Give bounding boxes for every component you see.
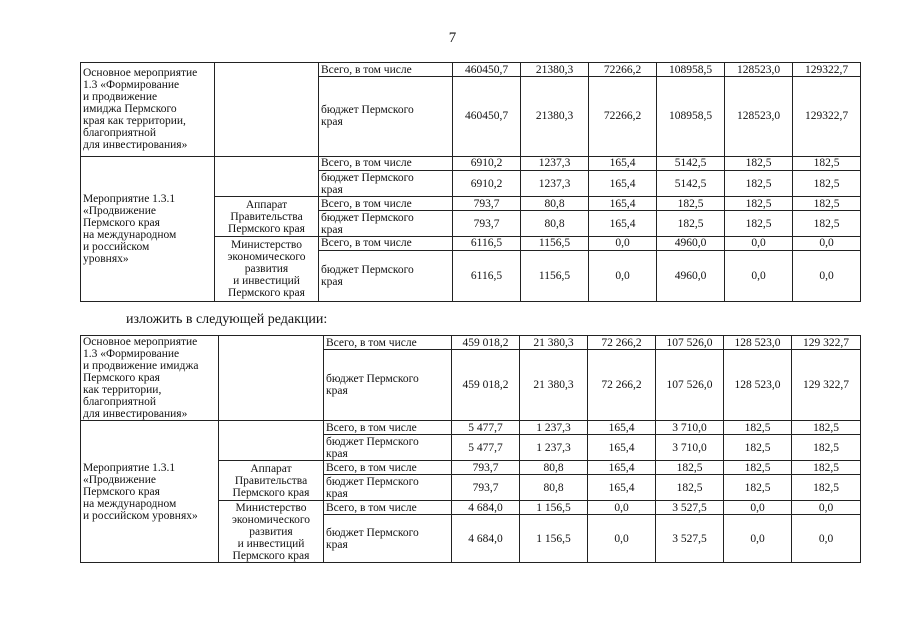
value-cell: 182,5 <box>724 461 792 475</box>
amendment-phrase: изложить в следующей редакции: <box>126 312 328 327</box>
value-cell: 1156,5 <box>521 236 589 250</box>
value-cell: 129 322,7 <box>792 336 861 350</box>
value-cell: 72 266,2 <box>588 350 656 421</box>
value-cell: 80,8 <box>520 475 588 501</box>
value-cell: 129322,7 <box>793 63 861 77</box>
value-cell: 165,4 <box>589 170 657 196</box>
value-cell: 182,5 <box>793 156 861 170</box>
value-cell: 5 477,7 <box>452 421 520 435</box>
executor-cell <box>219 336 324 421</box>
measure-name-cell: Основное мероприятие 1.3 «Формирование и продвижение имиджа Пермского края как территории, благоприятной для инвестирования» <box>81 63 215 157</box>
value-cell: 460450,7 <box>453 63 521 77</box>
value-cell: 108958,5 <box>657 77 725 156</box>
funding-source-cell: бюджет Пермского края <box>324 350 452 421</box>
value-cell: 21 380,3 <box>520 336 588 350</box>
value-cell: 459 018,2 <box>452 336 520 350</box>
value-cell: 5142,5 <box>657 156 725 170</box>
funding-source-cell: Всего, в том числе <box>319 236 453 250</box>
funding-source-cell: бюджет Пермского края <box>324 475 452 501</box>
value-cell: 182,5 <box>657 211 725 236</box>
executor-cell <box>215 156 319 197</box>
value-cell: 182,5 <box>792 461 861 475</box>
value-cell: 129 322,7 <box>792 350 861 421</box>
value-cell: 182,5 <box>724 475 792 501</box>
value-cell: 182,5 <box>793 197 861 211</box>
measure-name-cell: Мероприятие 1.3.1 «Продвижение Пермского края на международном и российском уровнях» <box>81 421 219 563</box>
measure-name-cell: Основное мероприятие 1.3 «Формирование и продвижение имиджа Пермского края как территории, благоприятной для инвестирования» <box>81 336 219 421</box>
table-row <box>81 421 861 435</box>
value-cell: 1 156,5 <box>520 515 588 563</box>
budget-table-old <box>80 62 861 302</box>
value-cell: 80,8 <box>520 461 588 475</box>
value-cell: 165,4 <box>588 435 656 461</box>
funding-source-cell: бюджет Пермского края <box>319 251 453 302</box>
value-cell: 0,0 <box>725 236 793 250</box>
value-cell: 80,8 <box>521 211 589 236</box>
value-cell: 1 237,3 <box>520 435 588 461</box>
funding-source-cell: Всего, в том числе <box>324 421 452 435</box>
measure-name-cell: Мероприятие 1.3.1 «Продвижение Пермского края на международном и российском уровнях» <box>81 156 215 301</box>
executor-cell: Министерство экономического развития и инвестиций Пермского края <box>219 501 324 563</box>
value-cell: 182,5 <box>724 421 792 435</box>
value-cell: 21380,3 <box>521 77 589 156</box>
value-cell: 6116,5 <box>453 236 521 250</box>
value-cell: 1 237,3 <box>520 421 588 435</box>
value-cell: 5142,5 <box>657 170 725 196</box>
value-cell: 165,4 <box>588 475 656 501</box>
value-cell: 182,5 <box>724 435 792 461</box>
value-cell: 0,0 <box>792 501 861 515</box>
value-cell: 165,4 <box>589 197 657 211</box>
value-cell: 80,8 <box>521 197 589 211</box>
funding-source-cell: Всего, в том числе <box>319 197 453 211</box>
table-row <box>81 156 861 170</box>
value-cell: 182,5 <box>656 475 724 501</box>
value-cell: 182,5 <box>792 421 861 435</box>
value-cell: 460450,7 <box>453 77 521 156</box>
funding-source-cell: Всего, в том числе <box>324 501 452 515</box>
value-cell: 3 710,0 <box>656 421 724 435</box>
page-number: 7 <box>448 30 457 46</box>
value-cell: 107 526,0 <box>656 350 724 421</box>
value-cell: 182,5 <box>725 170 793 196</box>
value-cell: 793,7 <box>453 211 521 236</box>
value-cell: 0,0 <box>588 515 656 563</box>
funding-source-cell: Всего, в том числе <box>319 156 453 170</box>
funding-source-cell: бюджет Пермского края <box>319 211 453 236</box>
executor-cell <box>215 63 319 157</box>
executor-cell: Министерство экономического развития и инвестиций Пермского края <box>215 236 319 301</box>
value-cell: 4 684,0 <box>452 501 520 515</box>
value-cell: 459 018,2 <box>452 350 520 421</box>
value-cell: 182,5 <box>657 197 725 211</box>
value-cell: 1156,5 <box>521 251 589 302</box>
value-cell: 182,5 <box>793 170 861 196</box>
value-cell: 0,0 <box>724 501 792 515</box>
value-cell: 1 156,5 <box>520 501 588 515</box>
funding-source-cell: бюджет Пермского края <box>324 435 452 461</box>
funding-source-cell: бюджет Пермского края <box>319 170 453 196</box>
value-cell: 182,5 <box>792 475 861 501</box>
value-cell: 0,0 <box>793 251 861 302</box>
value-cell: 6910,2 <box>453 156 521 170</box>
value-cell: 129322,7 <box>793 77 861 156</box>
value-cell: 3 710,0 <box>656 435 724 461</box>
value-cell: 6910,2 <box>453 170 521 196</box>
value-cell: 165,4 <box>588 461 656 475</box>
value-cell: 182,5 <box>725 211 793 236</box>
value-cell: 3 527,5 <box>656 515 724 563</box>
funding-source-cell: Всего, в том числе <box>324 336 452 350</box>
value-cell: 1237,3 <box>521 170 589 196</box>
value-cell: 107 526,0 <box>656 336 724 350</box>
value-cell: 108958,5 <box>657 63 725 77</box>
value-cell: 793,7 <box>452 475 520 501</box>
value-cell: 165,4 <box>589 156 657 170</box>
executor-cell: Аппарат Правительства Пермского края <box>215 197 319 237</box>
value-cell: 72266,2 <box>589 77 657 156</box>
value-cell: 72266,2 <box>589 63 657 77</box>
executor-cell <box>219 421 324 461</box>
table-row <box>81 336 861 350</box>
budget-table-new <box>80 335 861 563</box>
value-cell: 21380,3 <box>521 63 589 77</box>
executor-cell: Аппарат Правительства Пермского края <box>219 461 324 501</box>
funding-source-cell: Всего, в том числе <box>319 63 453 77</box>
value-cell: 128 523,0 <box>724 350 792 421</box>
value-cell: 0,0 <box>589 236 657 250</box>
value-cell: 1237,3 <box>521 156 589 170</box>
funding-source-cell: Всего, в том числе <box>324 461 452 475</box>
value-cell: 165,4 <box>588 421 656 435</box>
value-cell: 0,0 <box>589 251 657 302</box>
value-cell: 182,5 <box>725 156 793 170</box>
value-cell: 6116,5 <box>453 251 521 302</box>
value-cell: 793,7 <box>452 461 520 475</box>
value-cell: 182,5 <box>656 461 724 475</box>
value-cell: 0,0 <box>725 251 793 302</box>
value-cell: 4960,0 <box>657 251 725 302</box>
value-cell: 128 523,0 <box>724 336 792 350</box>
value-cell: 0,0 <box>588 501 656 515</box>
value-cell: 182,5 <box>725 197 793 211</box>
funding-source-cell: бюджет Пермского края <box>319 77 453 156</box>
value-cell: 793,7 <box>453 197 521 211</box>
value-cell: 3 527,5 <box>656 501 724 515</box>
funding-source-cell: бюджет Пермского края <box>324 515 452 563</box>
value-cell: 0,0 <box>793 236 861 250</box>
value-cell: 0,0 <box>724 515 792 563</box>
value-cell: 182,5 <box>792 435 861 461</box>
value-cell: 4 684,0 <box>452 515 520 563</box>
value-cell: 4960,0 <box>657 236 725 250</box>
value-cell: 72 266,2 <box>588 336 656 350</box>
value-cell: 165,4 <box>589 211 657 236</box>
value-cell: 5 477,7 <box>452 435 520 461</box>
value-cell: 128523,0 <box>725 77 793 156</box>
value-cell: 21 380,3 <box>520 350 588 421</box>
value-cell: 128523,0 <box>725 63 793 77</box>
value-cell: 182,5 <box>793 211 861 236</box>
table-row <box>81 63 861 77</box>
value-cell: 0,0 <box>792 515 861 563</box>
